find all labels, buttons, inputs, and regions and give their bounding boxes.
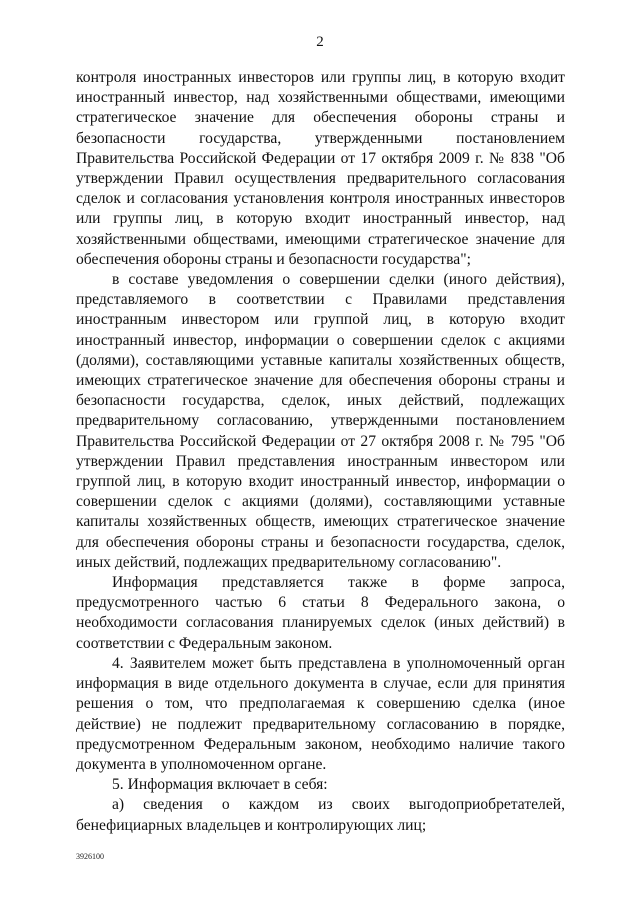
paragraph: а) сведения о каждом из своих выгодоприобретателей, бенефициарных владельцев и контролирующих лиц; — [76, 796, 565, 834]
paragraph: в составе уведомления о совершении сделки (иного действия), представляемого в соответствии с Правилами представления иностранным инвестором или группой лиц, в которую входит иностранный инвестор, информации о совершении сделок с акциями (долями), составляющими уставные капиталы хозяйственных обществ, имеющих стратегическое значение для обеспечения обороны страны и безопасности государства, сделок, иных действий, подлежащих предварительному согласованию, утвержденными постановлением Правительства Российской Федерации от 27 октября 2008 г. № 795 "Об утверждении Правил представления иностранным инвестором или группой лиц, в которую входит иностранный инвестор, информации о совершении сделок с акциями (долями), составляющими уставные капиталы хозяйственных обществ, имеющих стратегическое значение для обеспечения обороны страны и безопасности государства, сделок, иных действий, подлежащих предварительному согласованию". — [76, 271, 565, 571]
document-code: 3926100 — [76, 852, 104, 861]
document-body — [76, 68, 565, 836]
page-number: 2 — [316, 34, 324, 50]
paragraph: Информация представляется также в форме запроса, предусмотренного частью 6 статьи 8 Федерального закона, о необходимости согласования планируемых сделок (иных действий) в соответствии с Федеральным законом. — [76, 574, 565, 652]
paragraph: 4. Заявителем может быть представлена в уполномоченный орган информация в виде отдельного документа в случае, если для принятия решения о том, что предполагаемая к совершению сделка (иное действие) не подлежит предварительному согласованию в порядке, предусмотренном Федеральным законом, необходимо наличие такого документа в уполномоченном органе. — [76, 654, 565, 773]
paragraph: 5. Информация включает в себя: — [112, 776, 328, 794]
paragraph: контроля иностранных инвесторов или группы лиц, в которую входит иностранный инвестор, над хозяйственными обществами, имеющими стратегическое значение для обеспечения обороны страны и безопасности государства, утвержденными постановлением Правительства Российской Федерации от 17 октября 2009 г. № 838 "Об утверждении Правил осуществления предварительного согласования сделок и согласования установления контроля иностранных инвесторов или группы лиц, в которую входит иностранный инвестор, над хозяйственными обществами, имеющими стратегическое значение для обеспечения обороны страны и безопасности государства"; — [76, 69, 565, 268]
